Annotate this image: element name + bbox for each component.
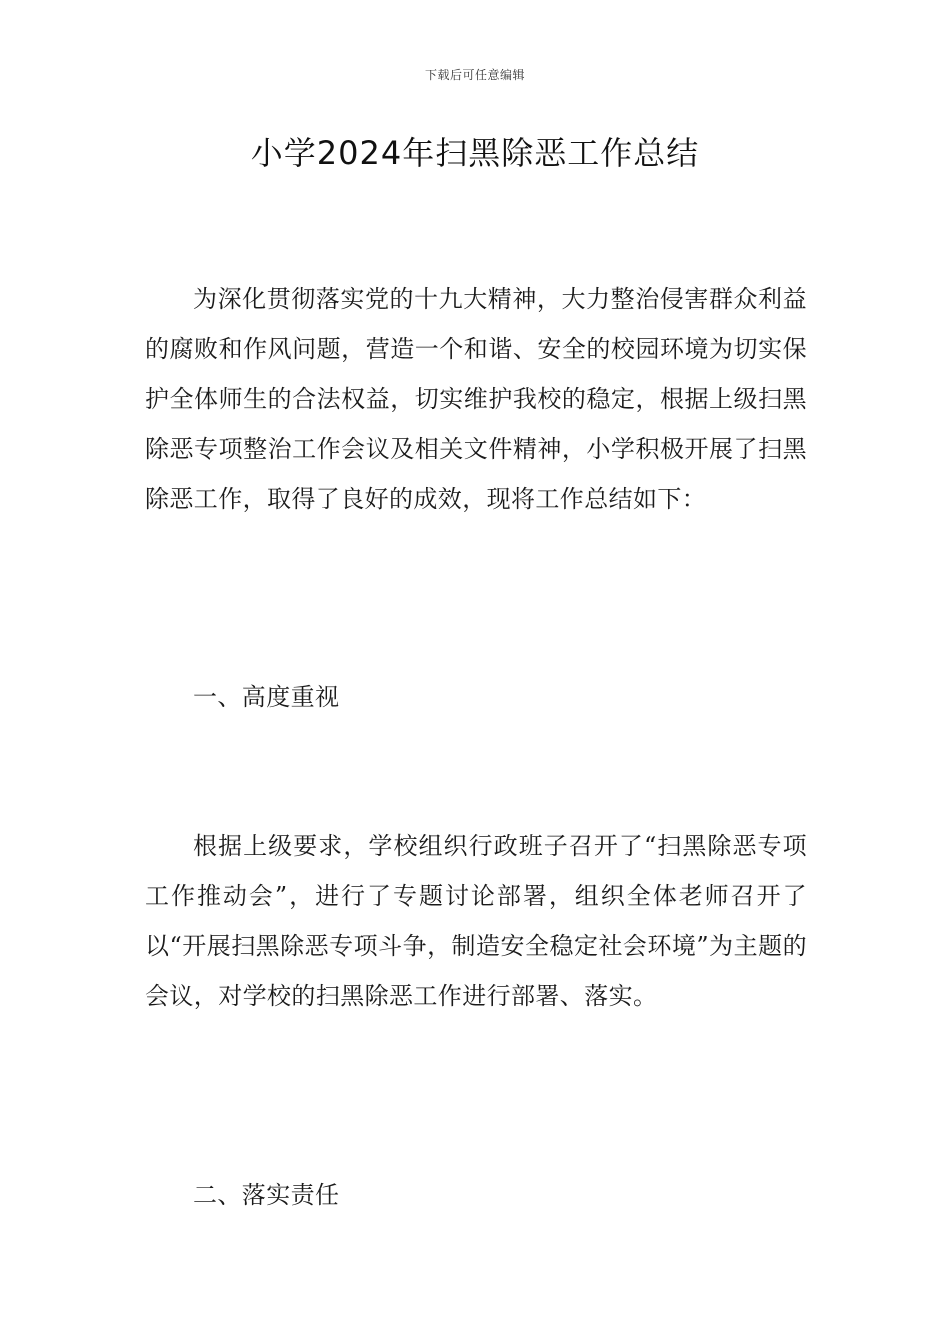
intro-paragraph: 为深化贯彻落实党的十九大精神，大力整治侵害群众利益的腐败和作风问题，营造一个和谐、安全的校园环境为切实保护全体师生的合法权益，切实维护我校的稳定，根据上级扫黑除恶专项整治工作会议及相关文件精神，小学积极开展了扫黑除恶工作，取得了良好的成效，现将工作总结如下： xyxy=(145,285,807,513)
section-heading-1: 一、高度重视 xyxy=(193,683,340,711)
header-note: 下载后可任意编辑 xyxy=(424,68,525,82)
section-heading-2: 二、落实责任 xyxy=(193,1181,340,1209)
document-title: 小学2024年扫黑除恶工作总结 xyxy=(250,134,700,172)
section-1-paragraph: 根据上级要求，学校组织行政班子召开了“扫黑除恶专项工作推动会”，进行了专题讨论部署，组织全体老师召开了以“开展扫黑除恶专项斗争，制造安全稳定社会环境”为主题的会议，对学校的扫黑除恶工作进行部署、落实。 xyxy=(145,832,807,1010)
